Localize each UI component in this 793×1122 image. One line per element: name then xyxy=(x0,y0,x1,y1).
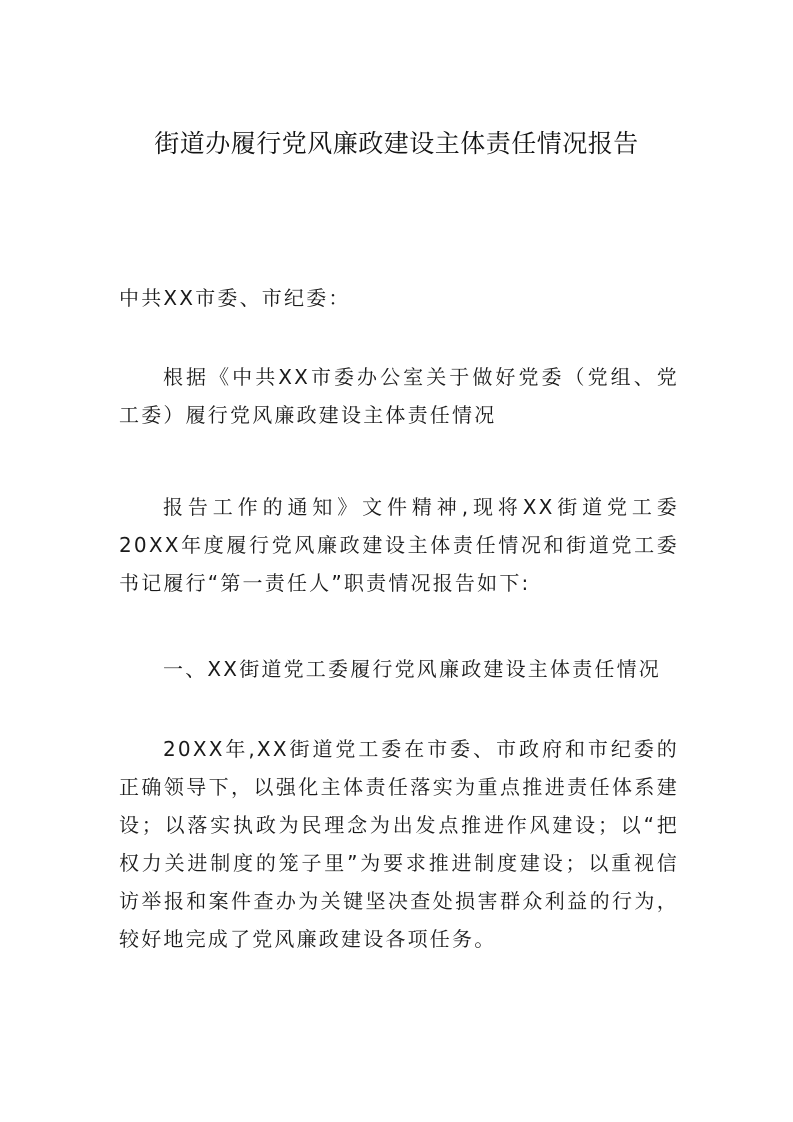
paragraph-2: 报告工作的通知》文件精神,现将XX街道党工委20XX年度履行党风廉政建设主体责任情况和街道党工委书记履行“第一责任人”职责情况报告如下: xyxy=(119,495,679,595)
document-title: 街道办履行党风廉政建设主体责任情况报告 xyxy=(154,129,639,158)
salutation: 中共XX市委、市纪委： xyxy=(119,286,351,310)
paragraph-3: 20XX年,XX街道党工委在市委、市政府和市纪委的正确领导下，以强化主体责任落实为重点推进责任体系建设；以落实执政为民理念为出发点推进作风建设；以“把权力关进制度的笼子里”为要求推进制度建设；以重视信访举报和案件查办为关键坚决查处损害群众利益的行为，较好地完成了党风廉政建设各项任务。 xyxy=(119,737,679,951)
section-heading: 一、XX街道党工委履行党风廉政建设主体责任情况 xyxy=(163,657,662,681)
paragraph-1: 根据《中共XX市委办公室关于做好党委（党组、党工委）履行党风廉政建设主体责任情况 xyxy=(119,365,679,427)
